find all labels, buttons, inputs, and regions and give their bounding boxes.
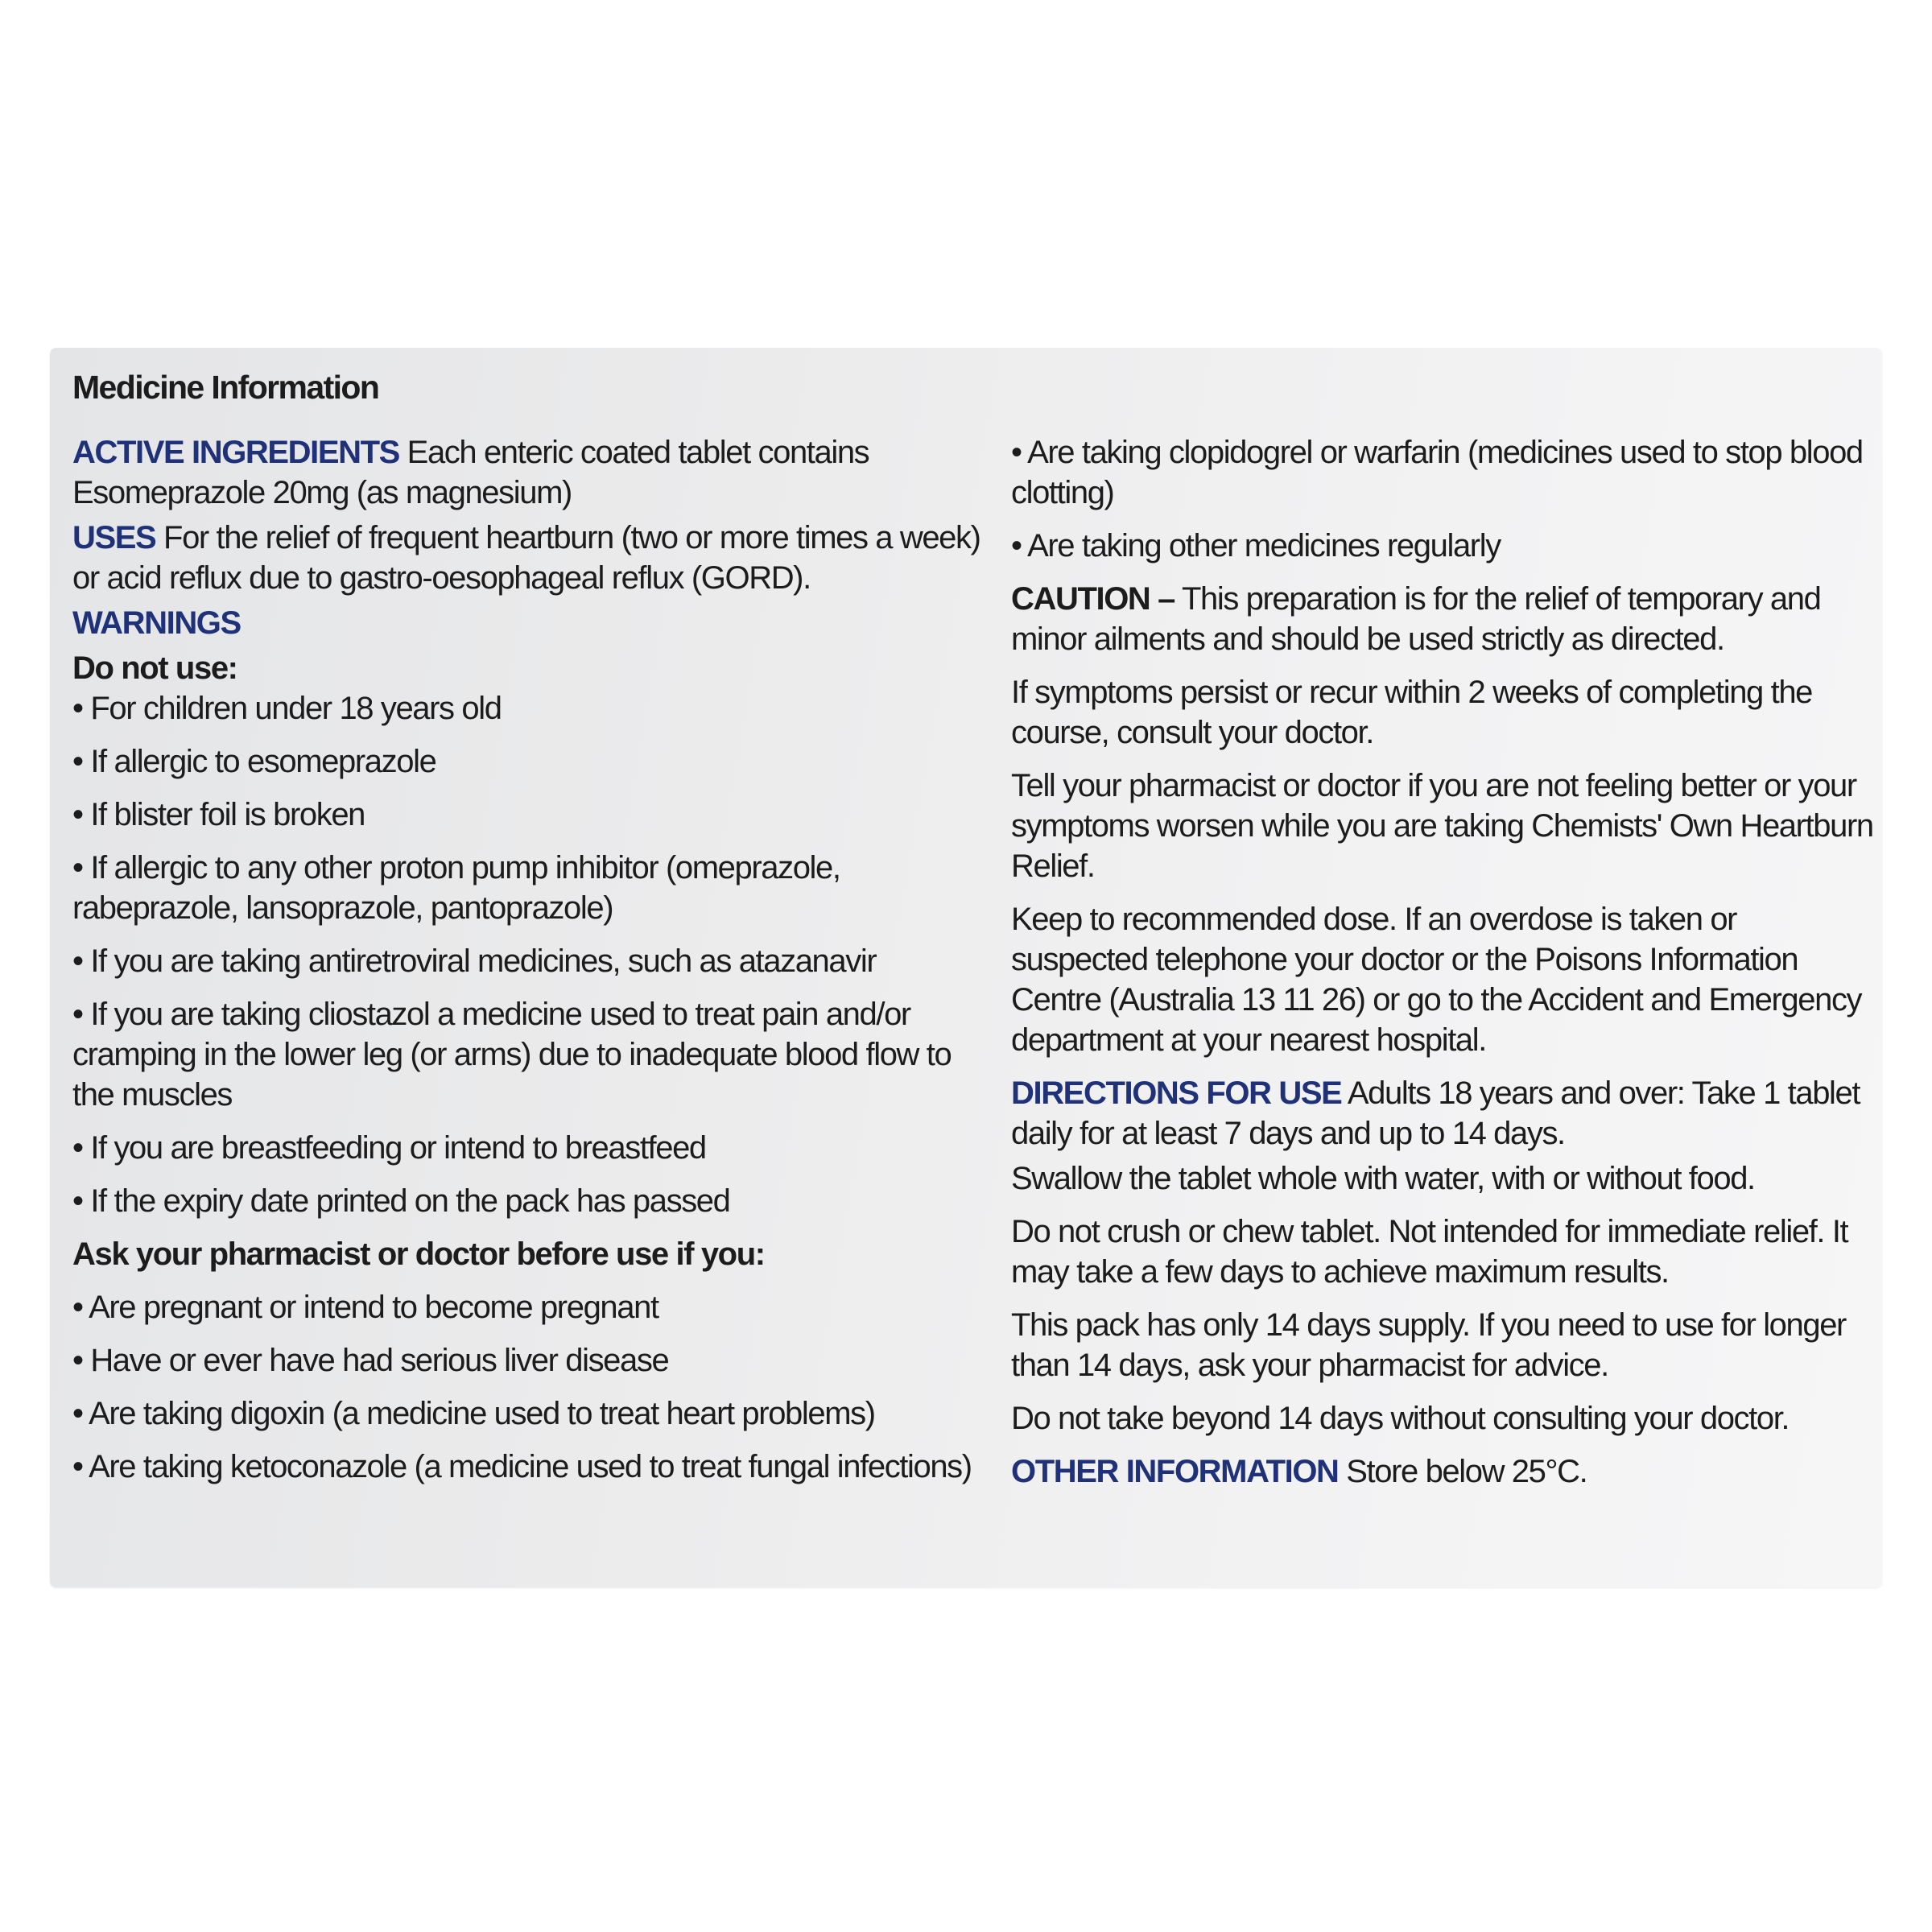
medicine-information-panel bbox=[50, 348, 1882, 1587]
list-item: • If the expiry date printed on the pack has passed bbox=[72, 1183, 730, 1219]
active-ingredients-heading: ACTIVE INGREDIENTS bbox=[72, 435, 399, 470]
paragraph: This pack has only 14 days supply. If you need to use for longer than 14 days, ask your pharmacist for advice. bbox=[1011, 1307, 1846, 1383]
uses-text: For the relief of frequent heartburn (two or more times a week) or acid reflux due to gastro-oesophageal reflux (GORD). bbox=[72, 520, 980, 596]
list-item: • Are taking clopidogrel or warfarin (medicines used to stop blood clotting) bbox=[1011, 435, 1863, 510]
active-ingredients-text: Each enteric coated tablet contains Esomeprazole 20mg (as magnesium) bbox=[72, 435, 869, 510]
warnings-heading: WARNINGS bbox=[72, 605, 241, 641]
active-ingredients-section bbox=[72, 432, 990, 513]
list-item: • If you are taking antiretroviral medicines, such as atazanavir bbox=[72, 943, 877, 979]
paragraph: Swallow the tablet whole with water, with or without food. bbox=[1011, 1161, 1755, 1196]
directions-heading: DIRECTIONS FOR USE bbox=[1011, 1075, 1342, 1111]
left-column bbox=[72, 432, 990, 1487]
list-item: • If you are taking cliostazol a medicine used to treat pain and/or cramping in the lower leg (or arms) due to inadequate blood flow to the muscles bbox=[72, 997, 952, 1113]
paragraph: Keep to recommended dose. If an overdose is taken or suspected telephone your doctor or the Poisons Information Centre (Australia 13 11 26) or go to the Accident and Emergency department at your nearest hospital. bbox=[1011, 902, 1862, 1058]
paragraph: Do not crush or chew tablet. Not intended for immediate relief. It may take a few days to achieve maximum results. bbox=[1011, 1214, 1848, 1290]
caution-heading: CAUTION – bbox=[1011, 581, 1174, 617]
ask-pharmacist-heading: Ask your pharmacist or doctor before use if you: bbox=[72, 1236, 765, 1272]
uses-section bbox=[72, 518, 990, 598]
panel-title: Medicine Information bbox=[72, 369, 379, 406]
caution-text: This preparation is for the relief of temporary and minor ailments and should be used strictly as directed. bbox=[1011, 581, 1821, 657]
other-information-section bbox=[1011, 1451, 1876, 1492]
list-item: • Are taking digoxin (a medicine used to treat heart problems) bbox=[72, 1396, 875, 1431]
right-column bbox=[1011, 432, 1876, 1492]
do-not-use-heading: Do not use: bbox=[72, 650, 237, 686]
paragraph: Tell your pharmacist or doctor if you are not feeling better or your symptoms worsen while you are taking Chemists' Own Heartburn Relief. bbox=[1011, 768, 1873, 884]
list-item: • If you are breastfeeding or intend to breastfeed bbox=[72, 1130, 706, 1166]
other-information-heading: OTHER INFORMATION bbox=[1011, 1454, 1339, 1489]
caution-section bbox=[1011, 579, 1876, 659]
list-item: • If allergic to any other proton pump inhibitor (omeprazole, rabeprazole, lansoprazole, pantoprazole) bbox=[72, 850, 840, 926]
list-item: • Are taking ketoconazole (a medicine used to treat fungal infections) bbox=[72, 1449, 972, 1484]
directions-text: Adults 18 years and over: Take 1 tablet daily for at least 7 days and up to 14 days. bbox=[1011, 1075, 1860, 1151]
list-item: • Are pregnant or intend to become pregnant bbox=[72, 1290, 658, 1325]
directions-section bbox=[1011, 1073, 1876, 1154]
paragraph: Do not take beyond 14 days without consulting your doctor. bbox=[1011, 1401, 1790, 1436]
list-item: • If blister foil is broken bbox=[72, 797, 365, 832]
other-information-text: Store below 25°C. bbox=[1338, 1454, 1587, 1489]
uses-heading: USES bbox=[72, 520, 156, 555]
list-item: • Have or ever have had serious liver disease bbox=[72, 1343, 669, 1378]
paragraph: If symptoms persist or recur within 2 weeks of completing the course, consult your doctor. bbox=[1011, 675, 1813, 750]
list-item: • If allergic to esomeprazole bbox=[72, 744, 436, 779]
list-item: • For children under 18 years old bbox=[72, 691, 502, 726]
list-item: • Are taking other medicines regularly bbox=[1011, 528, 1501, 564]
